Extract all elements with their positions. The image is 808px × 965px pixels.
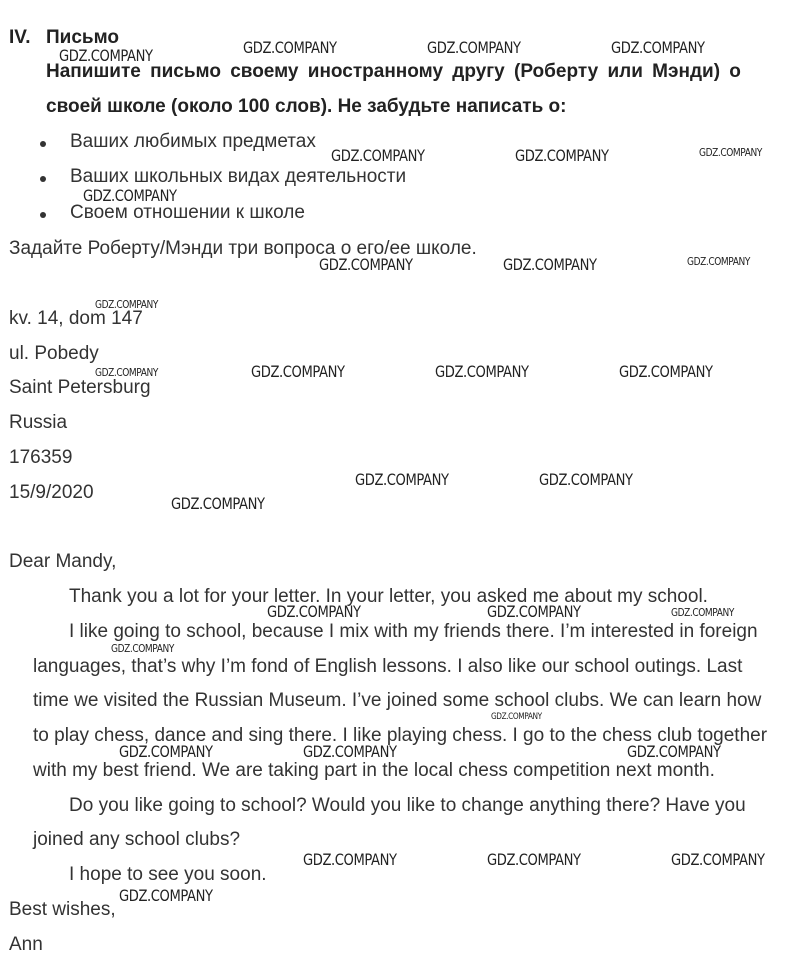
- watermark: GDZ.COMPANY: [95, 298, 158, 311]
- address-city: Saint Petersburg: [9, 377, 151, 398]
- address-line1: kv. 14, dom 147: [9, 308, 143, 329]
- bullet-dot-icon: [40, 212, 46, 218]
- letter-sign-off: Best wishes,: [9, 899, 116, 920]
- paragraph-line: Do you like going to school? Would you like to change anything there? Have you: [69, 795, 746, 816]
- watermark: GDZ.COMPANY: [319, 255, 413, 274]
- letter-paragraph-1: Thank you a lot for your letter. In your letter, you asked me about my school.: [69, 586, 708, 607]
- bullet-text: Ваших любимых предметах: [70, 131, 316, 152]
- paragraph-line: languages, that’s why I’m fond of English lessons. I also like our school outings. Last: [33, 656, 743, 677]
- watermark: GDZ.COMPANY: [243, 38, 337, 57]
- watermark: GDZ.COMPANY: [539, 470, 633, 489]
- bullet-dot-icon: [40, 141, 46, 147]
- watermark: GDZ.COMPANY: [251, 362, 345, 381]
- watermark: GDZ.COMPANY: [671, 850, 765, 869]
- watermark: GDZ.COMPANY: [671, 606, 734, 619]
- letter-greeting: Dear Mandy,: [9, 551, 117, 572]
- paragraph-line: I like going to school, because I mix with my friends there. I’m interested in foreign: [69, 621, 758, 642]
- bullet-text: Ваших школьных видах деятельности: [70, 166, 407, 187]
- task-title: Письмо: [46, 27, 119, 48]
- watermark: GDZ.COMPANY: [435, 362, 529, 381]
- watermark: GDZ.COMPANY: [611, 38, 705, 57]
- watermark: GDZ.COMPANY: [171, 494, 265, 513]
- address-country: Russia: [9, 412, 68, 433]
- watermark: GDZ.COMPANY: [303, 742, 397, 761]
- watermark: GDZ.COMPANY: [83, 186, 177, 205]
- watermark: GDZ.COMPANY: [331, 146, 425, 165]
- paragraph-line: time we visited the Russian Museum. I’ve joined some school clubs. We can learn how: [33, 690, 762, 711]
- watermark: GDZ.COMPANY: [95, 366, 158, 379]
- letter-closing-line: I hope to see you soon.: [69, 864, 267, 885]
- watermark: GDZ.COMPANY: [491, 712, 542, 722]
- watermark: GDZ.COMPANY: [427, 38, 521, 57]
- bullet-dot-icon: [40, 176, 46, 182]
- letter-date: 15/9/2020: [9, 482, 94, 503]
- paragraph-line: to play chess, dance and sing there. I like playing chess. I go to the chess club together: [33, 725, 768, 746]
- watermark: GDZ.COMPANY: [627, 742, 721, 761]
- watermark: GDZ.COMPANY: [59, 46, 153, 65]
- watermark: GDZ.COMPANY: [355, 470, 449, 489]
- task-instruction-line2: своей школе (около 100 слов). Не забудьте написать о:: [46, 96, 567, 117]
- watermark: GDZ.COMPANY: [303, 850, 397, 869]
- letter-signature: Ann: [9, 934, 43, 955]
- paragraph-line: joined any school clubs?: [33, 829, 241, 850]
- watermark: GDZ.COMPANY: [699, 146, 762, 159]
- address-postcode: 176359: [9, 447, 73, 468]
- paragraph-line: with my best friend. We are taking part in the local chess competition next month.: [33, 760, 715, 781]
- watermark: GDZ.COMPANY: [111, 642, 174, 655]
- watermark: GDZ.COMPANY: [503, 255, 597, 274]
- watermark: GDZ.COMPANY: [487, 850, 581, 869]
- task-questions-prompt: Задайте Роберту/Мэнди три вопроса о его/ее школе.: [9, 238, 477, 259]
- address-line2: ul. Pobedy: [9, 343, 99, 364]
- watermark: GDZ.COMPANY: [267, 602, 361, 621]
- watermark: GDZ.COMPANY: [619, 362, 713, 381]
- watermark: GDZ.COMPANY: [487, 602, 581, 621]
- watermark: GDZ.COMPANY: [119, 886, 213, 905]
- watermark: GDZ.COMPANY: [687, 255, 750, 268]
- watermark: GDZ.COMPANY: [515, 146, 609, 165]
- bullet-text: Своем отношении к школе: [70, 202, 305, 223]
- task-number: IV.: [9, 27, 31, 48]
- watermark: GDZ.COMPANY: [119, 742, 213, 761]
- task-instruction-line1: Напишите письмо своему иностранному другу (Роберту или Мэнди) о: [46, 61, 741, 82]
